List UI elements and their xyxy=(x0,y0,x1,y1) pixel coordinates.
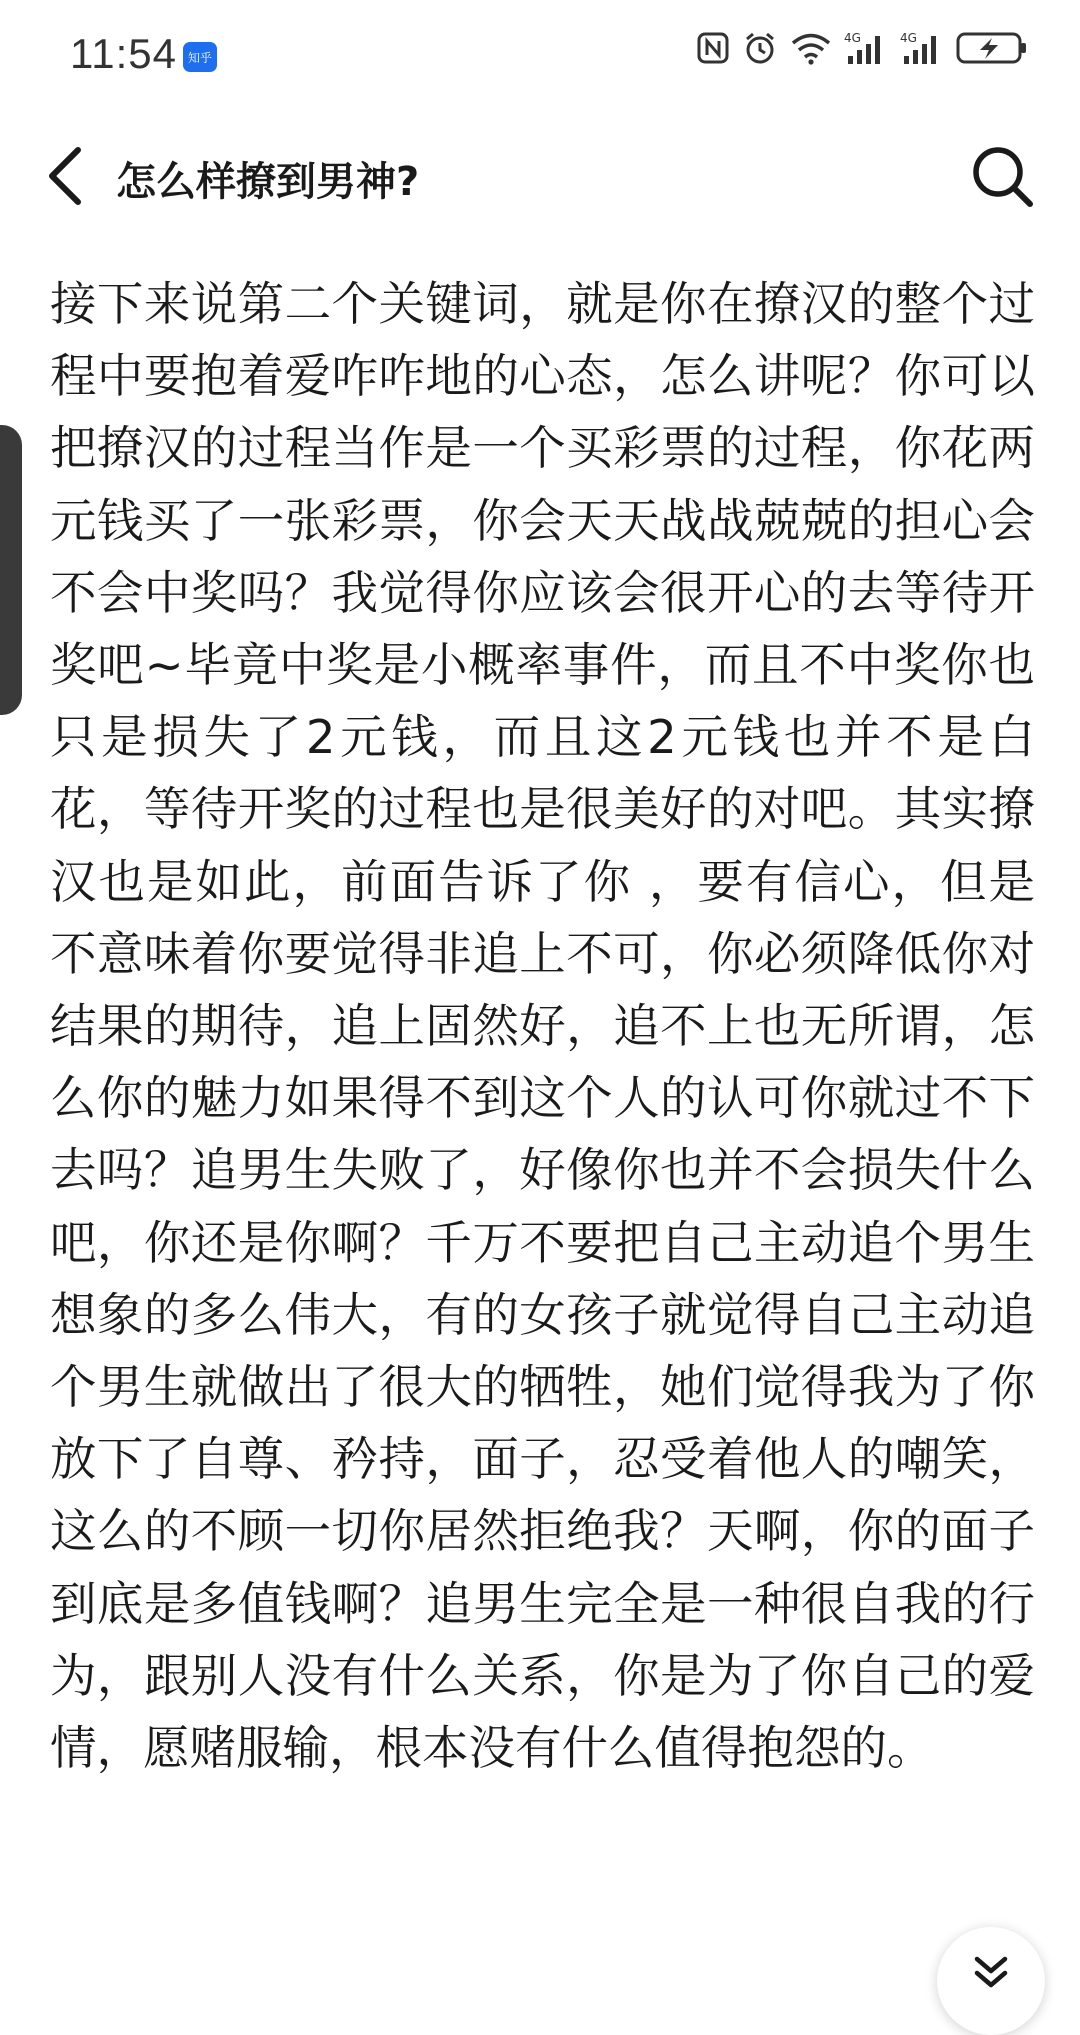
double-chevron-down-icon xyxy=(969,1951,1013,1995)
status-bar xyxy=(0,0,1080,110)
status-time: 11:54 xyxy=(70,30,177,77)
search-icon xyxy=(968,142,1036,210)
page-title: 怎么样撩到男神? xyxy=(116,159,420,205)
zhihu-app-badge: 知乎 xyxy=(183,42,217,72)
battery-charging-icon xyxy=(956,30,1028,66)
status-icons xyxy=(696,30,1028,66)
wifi-icon xyxy=(790,31,832,65)
signal-4g-icon xyxy=(844,30,888,66)
alarm-icon xyxy=(742,30,778,66)
svg-text:4G: 4G xyxy=(844,31,861,45)
answer-body: 接下来说第二个关键词，就是你在撩汉的整个过程中要抱着爱咋咋地的心态，怎么讲呢？你可以把撩汉的过程当作是一个买彩票的过程，你花两元钱买了一张彩票，你会天天战战兢兢的担心会不会中奖吗？我觉得你应该会很开心的去等待开奖吧~毕竟中奖是小概率事件，而且不中奖你也只是损失了2元钱，而且这2元钱也并不是白花，等待开奖的过程也是很美好的对吧。其实撩汉也是如此，前面告诉了你 ，要有信心，但是不意味着你要觉得非追上不可，你必须降低你对结果的期待，追上固然好，追不上也无所谓，怎么你的魅力如果得不到这个人的认可你就过不下去吗？追男生失败了，好像你也并不会损失什么吧，你还是你啊？千万不要把自己主动追个男生想象的多么伟大，有的女孩子就觉得自己主动追个男生就做出了很大的牺牲，她们觉得我为了你放下了自尊、矜持，面子，忍受着他人的嘲笑，这么的不顾一切你居然拒绝我？天啊，你的面子到底是多值钱啊？追男生完全是一种很自我的行为，跟别人没有什么关系，你是为了你自己的爱情，愿赌服输，根本没有什么值得抱怨的。 xyxy=(50,277,1035,1776)
side-drawer-handle[interactable] xyxy=(0,425,22,715)
chevron-left-icon xyxy=(40,144,96,208)
nfc-icon xyxy=(696,31,730,65)
search-button[interactable] xyxy=(968,142,1036,210)
scroll-down-button[interactable] xyxy=(937,1927,1045,2035)
back-button[interactable] xyxy=(40,144,96,208)
signal-4g-icon xyxy=(900,30,944,66)
svg-text:4G: 4G xyxy=(900,31,917,45)
header xyxy=(0,120,1080,235)
